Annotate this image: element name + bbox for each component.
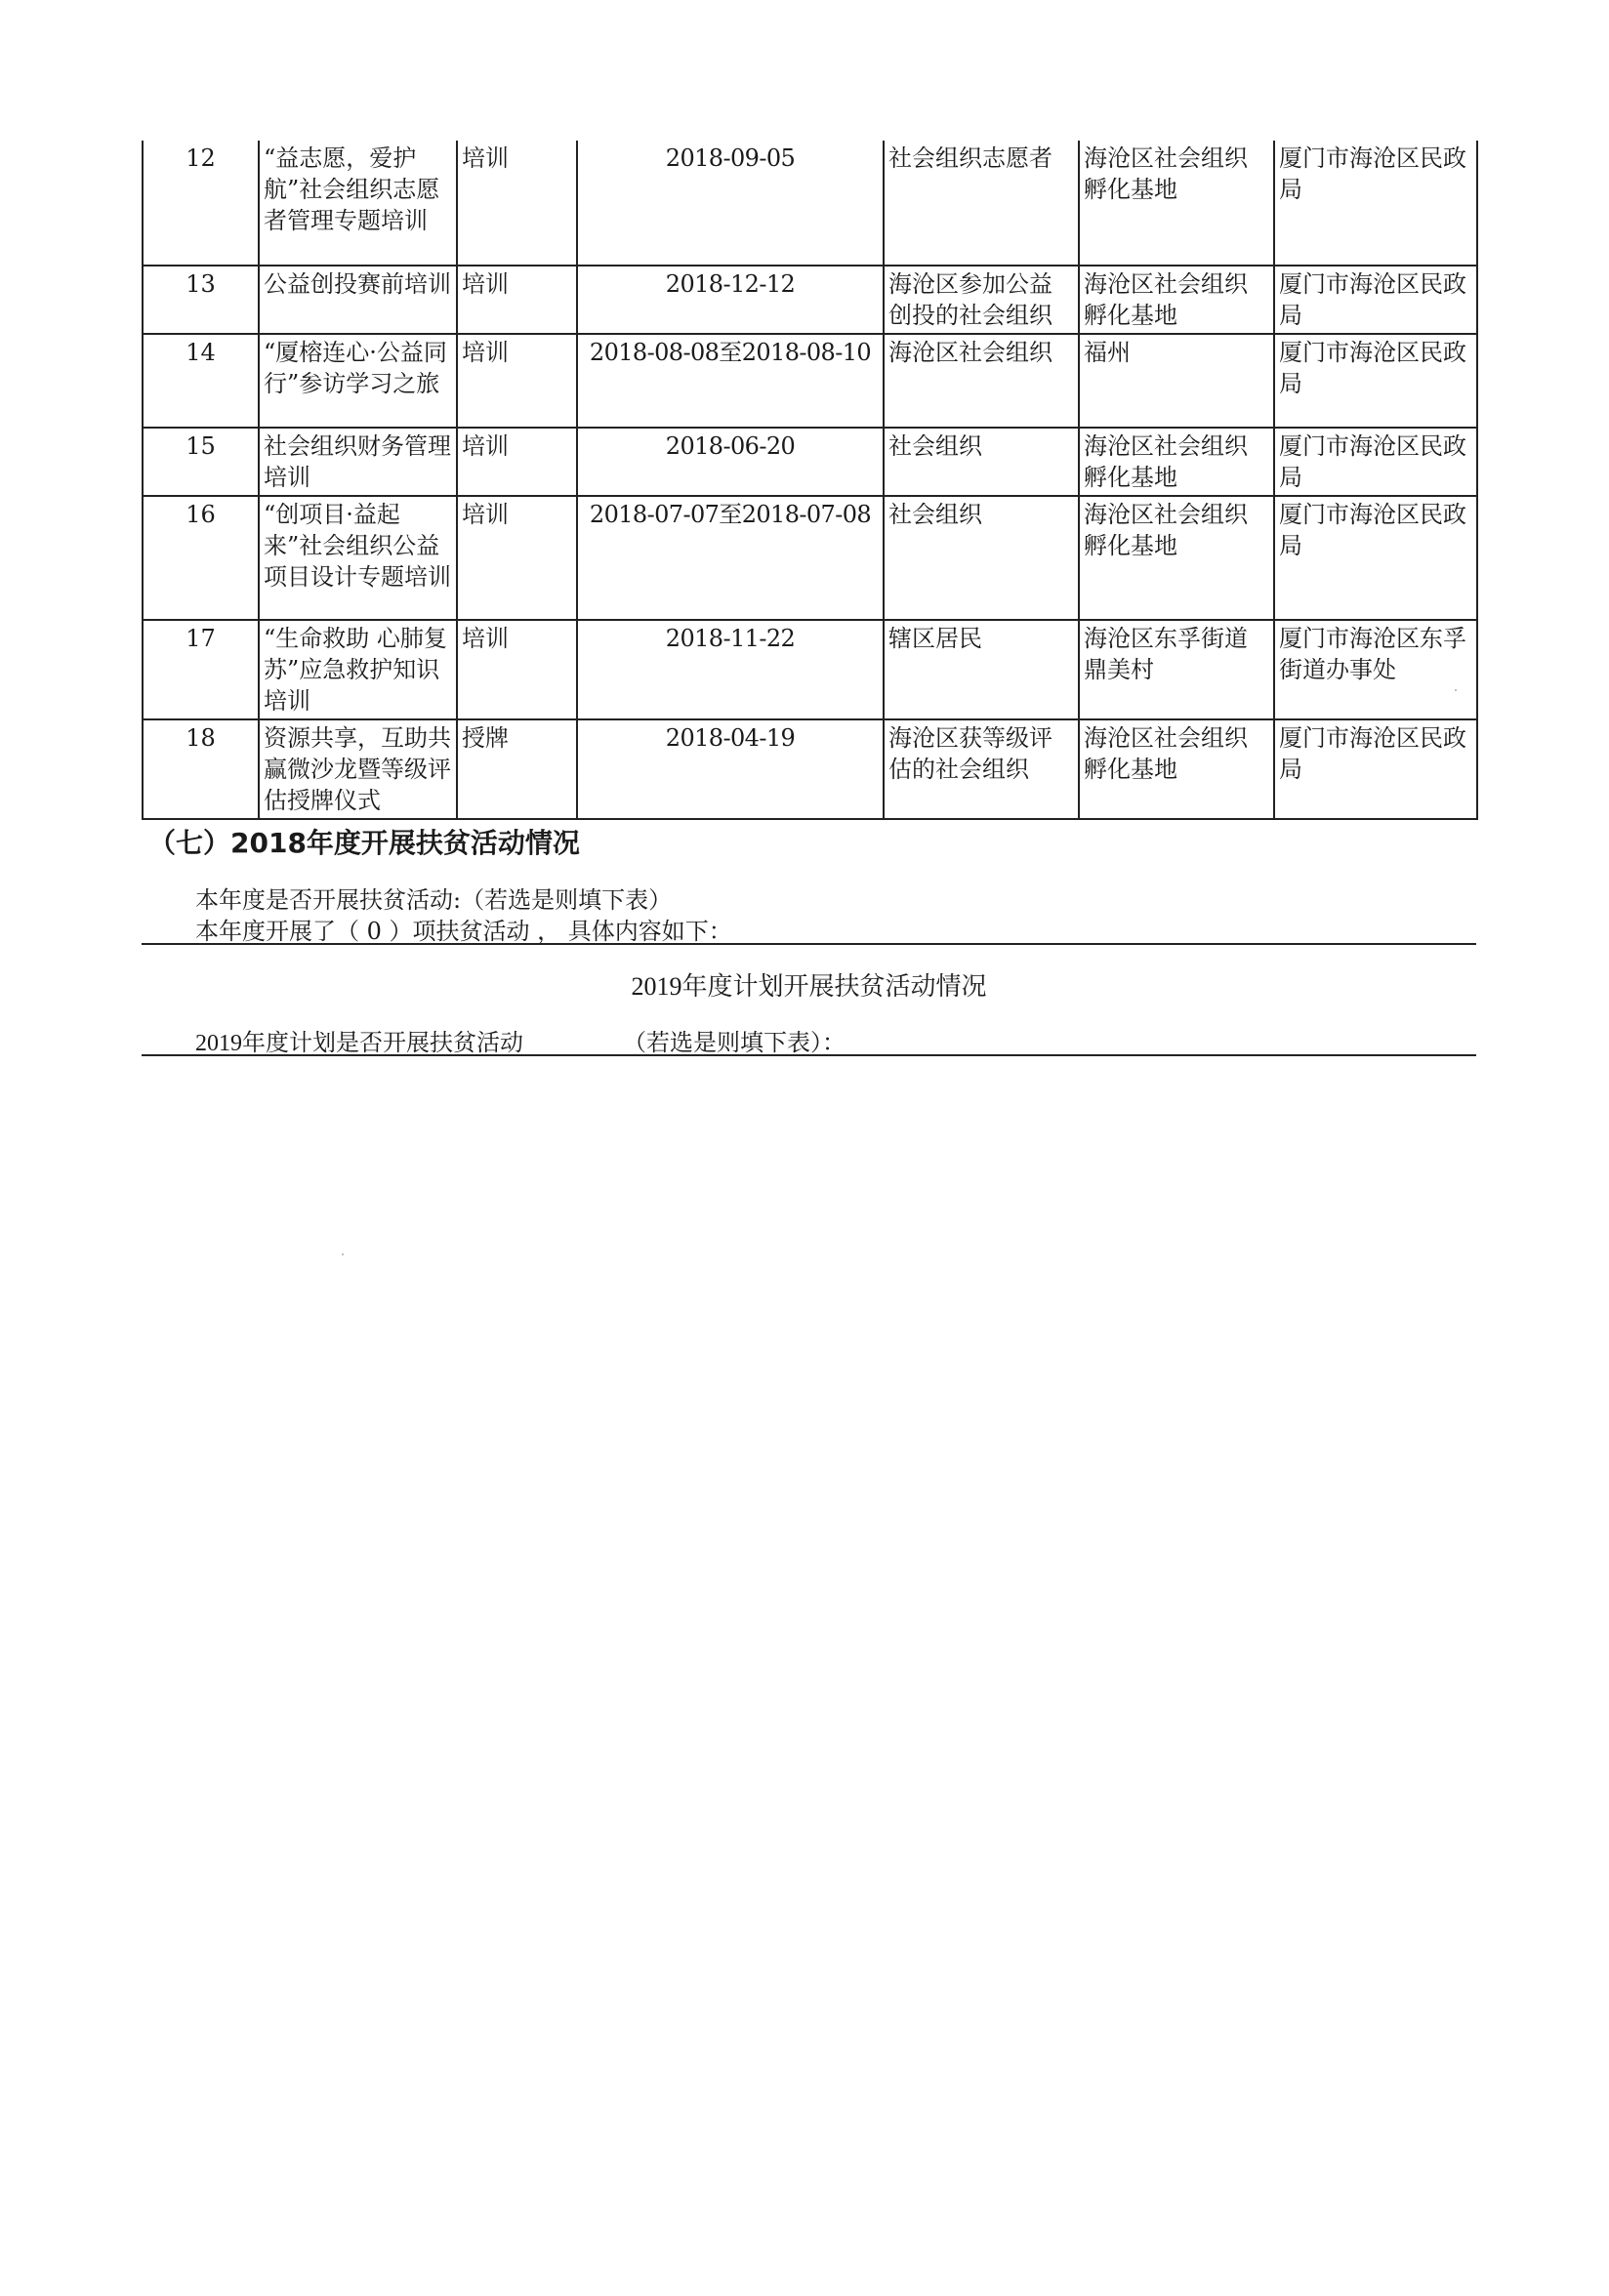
activity-target: 社会组织: [884, 428, 1079, 496]
plan-2019-title: 2019年度计划开展扶贫活动情况: [631, 972, 987, 1001]
activity-type: 培训: [457, 266, 577, 334]
activity-type: 培训: [457, 620, 577, 719]
row-number: 12: [143, 141, 259, 266]
activity-type: 培训: [457, 334, 577, 428]
activity-target: 社会组织志愿者: [884, 141, 1079, 266]
table-row: [143, 719, 1477, 819]
row-number: 13: [143, 266, 259, 334]
plan-2019-question: 2019年度计划是否开展扶贫活动: [195, 1031, 523, 1056]
activity-location: 海沧区社会组织孵化基地: [1079, 266, 1274, 334]
activity-location: 海沧区社会组织孵化基地: [1079, 496, 1274, 620]
table-row: [143, 266, 1477, 334]
table-row: [143, 496, 1477, 620]
activity-organizer: 厦门市海沧区东孚街道办事处: [1274, 620, 1477, 719]
table-row: [143, 334, 1477, 428]
activity-type: 授牌: [457, 719, 577, 819]
activity-type: 培训: [457, 496, 577, 620]
activity-name: 资源共享，互助共赢微沙龙暨等级评估授牌仪式: [259, 719, 457, 819]
row-number: 17: [143, 620, 259, 719]
activity-organizer: 厦门市海沧区民政局: [1274, 496, 1477, 620]
activity-name: “厦榕连心·公益同行”参访学习之旅: [259, 334, 457, 428]
activity-date: 2018-04-19: [577, 719, 884, 819]
activity-type: 培训: [457, 428, 577, 496]
activity-target: 海沧区参加公益创投的社会组织: [884, 266, 1079, 334]
activity-organizer: 厦门市海沧区民政局: [1274, 719, 1477, 819]
activity-name: 公益创投赛前培训: [259, 266, 457, 334]
activity-date: 2018-07-07至2018-07-08: [577, 496, 884, 620]
activity-location: 海沧区社会组织孵化基地: [1079, 141, 1274, 266]
activity-location: 福州: [1079, 334, 1274, 428]
activity-date: 2018-11-22: [577, 620, 884, 719]
divider: [142, 943, 1476, 945]
scan-speck: [342, 1253, 344, 1255]
activity-organizer: 厦门市海沧区民政局: [1274, 334, 1477, 428]
activity-organizer: 厦门市海沧区民政局: [1274, 266, 1477, 334]
activity-target: 社会组织: [884, 496, 1079, 620]
activity-location: 海沧区东孚街道鼎美村: [1079, 620, 1274, 719]
activity-target: 海沧区社会组织: [884, 334, 1079, 428]
activity-target: 辖区居民: [884, 620, 1079, 719]
row-number: 18: [143, 719, 259, 819]
table-row: [143, 141, 1477, 266]
section-heading: （七）2018年度开展扶贫活动情况: [148, 827, 580, 859]
activity-organizer: 厦门市海沧区民政局: [1274, 428, 1477, 496]
activity-organizer: 厦门市海沧区民政局: [1274, 141, 1477, 266]
activity-date: 2018-09-05: [577, 141, 884, 266]
row-number: 16: [143, 496, 259, 620]
table-row: [143, 620, 1477, 719]
activity-date: 2018-12-12: [577, 266, 884, 334]
activity-date: 2018-08-08至2018-08-10: [577, 334, 884, 428]
activity-name: 社会组织财务管理培训: [259, 428, 457, 496]
scan-speck: [1455, 689, 1457, 691]
plan-2019-note: （若选是则填下表）：: [623, 1031, 846, 1056]
activity-location: 海沧区社会组织孵化基地: [1079, 428, 1274, 496]
activity-target: 海沧区获等级评估的社会组织: [884, 719, 1079, 819]
poverty-count-line: 本年度开展了（ 0 ）项扶贫活动 ， 具体内容如下：: [195, 918, 732, 945]
activity-type: 培训: [457, 141, 577, 266]
activity-table: [142, 141, 1478, 820]
poverty-question: 本年度是否开展扶贫活动:（若选是则填下表）: [195, 886, 673, 914]
activity-location: 海沧区社会组织孵化基地: [1079, 719, 1274, 819]
activity-name: “生命救助 心肺复苏”应急救护知识培训: [259, 620, 457, 719]
activity-date: 2018-06-20: [577, 428, 884, 496]
row-number: 14: [143, 334, 259, 428]
activity-name: “益志愿，爱护航”社会组织志愿者管理专题培训: [259, 141, 457, 266]
divider: [142, 1054, 1476, 1056]
row-number: 15: [143, 428, 259, 496]
activity-name: “创项目·益起来”社会组织公益项目设计专题培训: [259, 496, 457, 620]
table-row: [143, 428, 1477, 496]
